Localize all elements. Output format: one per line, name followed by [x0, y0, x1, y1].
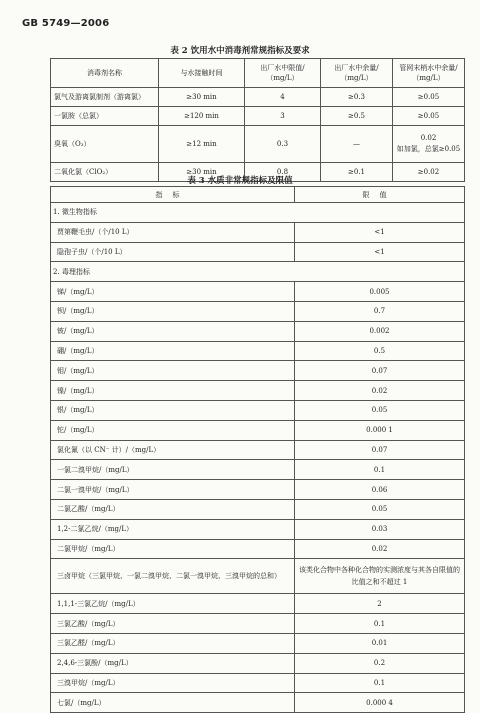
indicator-name: 锑/（mg/L） — [51, 282, 295, 302]
limit-value: <1 — [295, 242, 465, 262]
cell: 一氯胺（总氯） — [51, 107, 159, 126]
limit-value: 0.7 — [295, 301, 465, 321]
standard-code: GB 5749—2006 — [22, 18, 110, 29]
cell: ≥0.02 — [393, 163, 465, 182]
cell: ≥0.1 — [321, 163, 393, 182]
indicator-name: 铊/（mg/L） — [51, 420, 295, 440]
cell: 0.3 — [245, 126, 321, 163]
limit-value: 0.07 — [295, 440, 465, 460]
table-row — [51, 282, 465, 302]
indicator-name: 1,1,1-三氯乙烷/（mg/L） — [51, 594, 295, 614]
cell: 氯气及游离氯制剂（游离氯） — [51, 88, 159, 107]
indicator-name: 钼/（mg/L） — [51, 361, 295, 381]
table2-caption: 表 2 饮用水中消毒剂常规指标及要求 — [170, 46, 310, 56]
indicator-name: 三溴甲烷/（mg/L） — [51, 673, 295, 693]
indicator-name: 二氯乙酸/（mg/L） — [51, 499, 295, 519]
ozone-chlorine-note: 如加氯，总氯≥0.05 — [396, 145, 461, 153]
table2-header-row — [51, 59, 465, 88]
indicator-table — [50, 186, 465, 713]
table3-caption: 表 3 水质非常规指标及限值 — [187, 176, 293, 186]
limit-value: 0.002 — [295, 321, 465, 341]
limit-value: 0.02 — [295, 381, 465, 401]
header-cell: 指标 — [51, 187, 295, 203]
cell: ≥30 min — [159, 88, 245, 107]
table-row — [51, 381, 465, 401]
cell: 臭氧（O₃） — [51, 126, 159, 163]
indicator-name: 钡/（mg/L） — [51, 301, 295, 321]
limit-value: 0.02 — [295, 539, 465, 559]
limit-value: 0.01 — [295, 633, 465, 653]
limit-value: 0.06 — [295, 480, 465, 500]
indicator-name: 贾第鞭毛虫/（个/10 L） — [51, 222, 295, 242]
table-row — [51, 88, 465, 107]
table3-header-row — [51, 187, 465, 203]
table-row — [51, 539, 465, 559]
indicator-name: 三氯乙酸/（mg/L） — [51, 614, 295, 634]
limit-value: 0.05 — [295, 400, 465, 420]
table-row — [51, 594, 465, 614]
table-row — [51, 519, 465, 539]
table-row — [51, 301, 465, 321]
header-cell: 与水接触时间 — [159, 59, 245, 88]
indicator-name: 二氯甲烷/（mg/L） — [51, 539, 295, 559]
table-row — [51, 400, 465, 420]
table-row — [51, 633, 465, 653]
limit-value: 0.03 — [295, 519, 465, 539]
header-cell: 限值 — [295, 187, 465, 203]
cell: ≥0.5 — [321, 107, 393, 126]
indicator-name: 三氯乙醛/（mg/L） — [51, 633, 295, 653]
limit-value: 0.07 — [295, 361, 465, 381]
limit-value: 0.5 — [295, 341, 465, 361]
disinfectant-table — [50, 58, 465, 182]
indicator-name: 隐孢子虫/（个/10 L） — [51, 242, 295, 262]
header-cell: 出厂水中余量/（mg/L） — [321, 59, 393, 88]
header-cell: 管网末梢水中余量/（mg/L） — [393, 59, 465, 88]
table-row — [51, 126, 465, 163]
indicator-name: 1,2-二氯乙烷/（mg/L） — [51, 519, 295, 539]
limit-value: 0.1 — [295, 614, 465, 634]
section-row — [51, 203, 465, 223]
limit-value: 0.05 — [295, 499, 465, 519]
table-row — [51, 341, 465, 361]
header-cell: 出厂水中限值/（mg/L） — [245, 59, 321, 88]
table-row — [51, 222, 465, 242]
table-row — [51, 321, 465, 341]
cell — [393, 126, 465, 163]
microbial-rows — [51, 222, 465, 262]
indicator-name: 七氯/（mg/L） — [51, 693, 295, 713]
table-row — [51, 614, 465, 634]
limit-value: 0.1 — [295, 673, 465, 693]
table-row — [51, 107, 465, 126]
cell: — — [321, 126, 393, 163]
limit-value: 2 — [295, 594, 465, 614]
limit-value: <1 — [295, 222, 465, 242]
table-row — [51, 693, 465, 713]
toxicological-rows — [51, 282, 465, 559]
table-row — [51, 673, 465, 693]
indicator-name: 2,4,6-三氯酚/（mg/L） — [51, 653, 295, 673]
table-row — [51, 559, 465, 594]
table-row — [51, 653, 465, 673]
cell: ≥120 min — [159, 107, 245, 126]
section-label-microbial: 1. 微生物指标 — [51, 203, 465, 223]
header-cell: 消毒剂名称 — [51, 59, 159, 88]
cell: ≥12 min — [159, 126, 245, 163]
cell: 3 — [245, 107, 321, 126]
limit-value: 0.2 — [295, 653, 465, 673]
thm-value-cell: 该类化合物中各种化合物的实测浓度与其各自限值的比值之和不超过 1 — [295, 559, 465, 594]
limit-value: 0.000 4 — [295, 693, 465, 713]
ozone-residual: 0.02 — [420, 134, 437, 142]
indicator-name: 二氯一溴甲烷/（mg/L） — [51, 480, 295, 500]
table-row — [51, 460, 465, 480]
cell: 0.8 — [245, 163, 321, 182]
indicator-name: 铍/（mg/L） — [51, 321, 295, 341]
table-row — [51, 361, 465, 381]
table-row — [51, 480, 465, 500]
section-row — [51, 262, 465, 282]
cell: ≥30 min — [159, 163, 245, 182]
indicator-name: 氯化氰（以 CN⁻ 计）/（mg/L） — [51, 440, 295, 460]
table-row — [51, 499, 465, 519]
cell: 二氧化氯（ClO₂） — [51, 163, 159, 182]
table-row — [51, 440, 465, 460]
table-row — [51, 242, 465, 262]
indicator-name: 镍/（mg/L） — [51, 381, 295, 401]
indicator-name: 硼/（mg/L） — [51, 341, 295, 361]
toxicological-rows-continued — [51, 594, 465, 713]
cell: 4 — [245, 88, 321, 107]
section-label-toxicological: 2. 毒理指标 — [51, 262, 465, 282]
indicator-name: 一氯二溴甲烷/（mg/L） — [51, 460, 295, 480]
table-row — [51, 420, 465, 440]
cell: ≥0.05 — [393, 88, 465, 107]
limit-value: 0.005 — [295, 282, 465, 302]
cell: ≥0.3 — [321, 88, 393, 107]
limit-value: 0.000 1 — [295, 420, 465, 440]
cell: ≥0.05 — [393, 107, 465, 126]
indicator-name: 银/（mg/L） — [51, 400, 295, 420]
thm-name-cell: 三卤甲烷（三氯甲烷、一氯二溴甲烷、二氯一溴甲烷、三溴甲烷的总和） — [51, 559, 295, 594]
limit-value: 0.1 — [295, 460, 465, 480]
